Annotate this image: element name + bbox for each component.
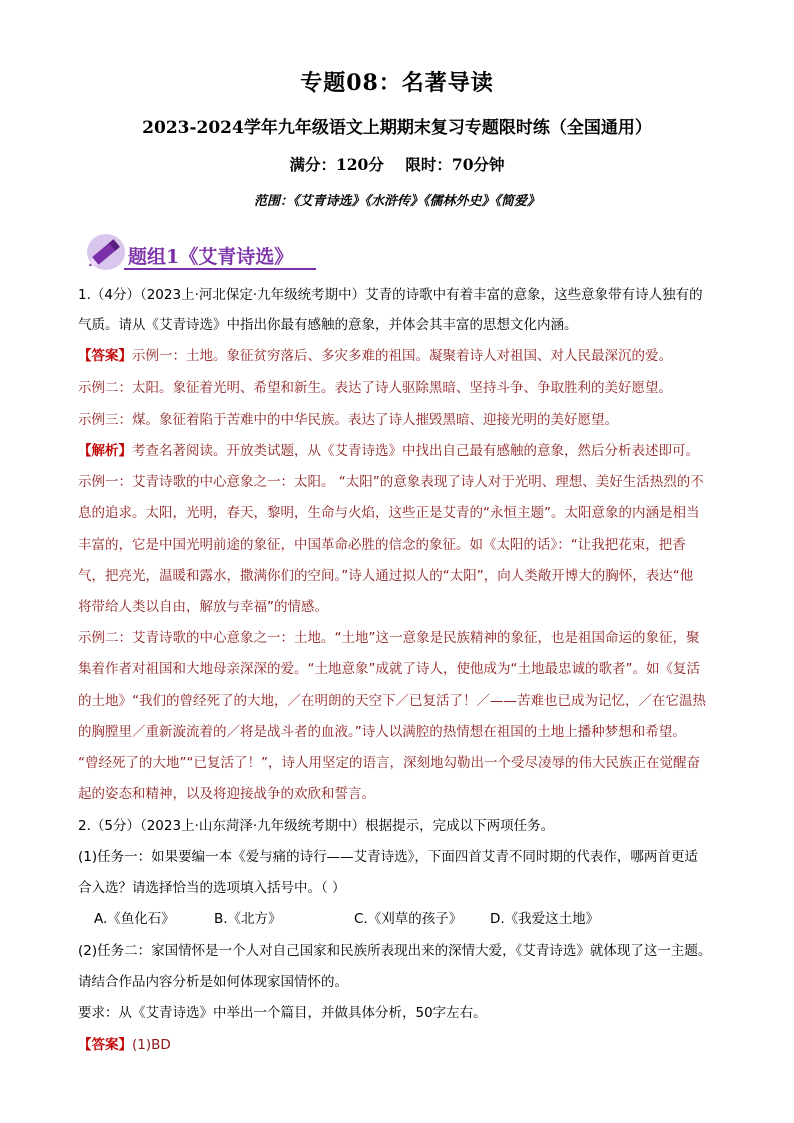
q1-analysis-line-2: 示例一：艾青诗歌的中心意象之一：太阳。 “太阳”的意象表现了诗人对于光明、理想、美好生活热烈的不 — [78, 474, 704, 490]
q1-analysis-text-1: 考查名著阅读。开放类试题，从《艾青诗选》中找出自己最有感触的意象，然后分析表述即可。 — [132, 443, 699, 459]
group-title: 题组1《艾青诗选》 — [128, 246, 294, 268]
q1-analysis-line-11: “曾经死了的大地”“已复活了！”，诗人用坚定的语言，深刻地勾勒出一个受尽凌辱的伟大民族正在觉醒奋 — [78, 755, 700, 771]
q1-analysis-line-4: 丰富的，它是中国光明前途的象征，中国革命必胜的信念的象征。如《太阳的话》：“让我把花束，把香 — [78, 537, 686, 553]
q1-answer-line-3: 示例三：煤。象征着陷于苦难中的中华民族。表达了诗人摧毁黑暗、迎接光明的美好愿望。 — [78, 412, 618, 428]
q1-stem-line-1: 1.（4分）（2023上·河北保定·九年级统考期中）艾青的诗歌中有着丰富的意象，这些意象带有诗人独有的 — [78, 287, 703, 303]
q1-answer-text-1: 示例一：土地。象征贫穷落后、多灾多难的祖国。凝聚着诗人对祖国、对人民最深沉的爱。 — [132, 348, 672, 364]
q1-analysis-line-6: 将带给人类以自由，解放与幸福”的情感。 — [78, 599, 328, 615]
q2-option-d: D.《我爱这土地》 — [490, 911, 600, 927]
q1-analysis-line-7: 示例二：艾青诗歌的中心意象之一：土地。“土地”这一意象是民族精神的象征，也是祖国命运的象征，聚 — [78, 630, 700, 646]
group-title-underline — [124, 268, 316, 270]
page-subtitle: 2023-2024学年九年级语文上期期末复习专题限时练（全国通用） — [142, 118, 652, 138]
q1-stem-line-2: 气质。请从《艾青诗选》中指出你最有感触的意象，并体会其丰富的思想文化内涵。 — [78, 317, 578, 333]
q1-answer-line-2: 示例二：太阳。象征着光明、希望和新生。表达了诗人驱除黑暗、坚持斗争、争取胜利的美好愿望。 — [78, 380, 672, 396]
page-title: 专题08：名著导读 — [300, 70, 494, 96]
q2-answer-text: (1)BD — [132, 1037, 171, 1053]
q2-task2-line-2: 请结合作品内容分析是如何体现家国情怀的。 — [78, 974, 348, 990]
q2-answer-line — [78, 1035, 171, 1055]
q2-task2-line-1: (2)任务二：家国情怀是一个人对自己国家和民族所表现出来的深情大爱，《艾青诗选》就体现了这一主题。 — [78, 943, 712, 959]
q1-analysis-line-5: 气，把亮光，温暖和露水，撒满你们的空间。”诗人通过拟人的“太阳”，向人类敞开博大的胸怀，表达“他 — [78, 568, 694, 584]
q2-option-c: C.《刈草的孩子》 — [354, 911, 463, 927]
q1-answer-line-1 — [78, 346, 672, 366]
answer-tag: 【答案】 — [78, 348, 132, 364]
q2-option-a: A.《鱼化石》 — [94, 911, 175, 927]
q2-stem: 2.（5分）（2023上·山东菏泽·九年级统考期中）根据提示，完成以下两项任务。 — [78, 818, 555, 834]
q1-analysis-line-10: 的胸膛里／重新漩流着的／将是战斗者的血液。”诗人以满腔的热情想在祖国的土地上播种梦想和希望。 — [78, 724, 686, 740]
question-group-header — [86, 228, 326, 274]
q1-analysis-line-12: 起的姿态和精神，以及将迎接战争的欢欣和誓言。 — [78, 786, 375, 802]
q2-requirement: 要求：从《艾青诗选》中举出一个篇目，并做具体分析，50字左右。 — [78, 1005, 487, 1021]
q1-analysis-line-8: 集着作者对祖国和大地母亲深深的爱。“土地意象”成就了诗人，使他成为“土地最忠诚的歌者”。如《复活 — [78, 661, 700, 677]
q2-task1-line-2: 合入选？请选择恰当的选项填入括号中。（ ） — [78, 880, 346, 896]
q1-analysis-line-9: 的土地》“我们的曾经死了的大地，／在明朗的天空下／已复活了！／——苦难也已成为记忆，／在它温热 — [78, 693, 706, 709]
q2-answer-tag: 【答案】 — [78, 1037, 132, 1053]
q1-analysis-line-1 — [78, 441, 699, 461]
score-line: 满分：120分 限时：70分钟 — [289, 155, 505, 174]
q1-analysis-line-3: 息的追求。太阳，光明，春天，黎明，生命与火焰，这些正是艾青的“永恒主题”。太阳意象的内涵是相当 — [78, 505, 700, 521]
q2-option-b: B.《北方》 — [214, 911, 282, 927]
q2-task1-line-1: (1)任务一：如果要编一本《爱与痛的诗行——艾青诗选》，下面四首艾青不同时期的代表作，哪两首更适 — [78, 849, 698, 865]
analysis-tag: 【解析】 — [78, 443, 132, 459]
scope-line: 范围：《艾青诗选》《水浒传》《儒林外史》《简爱》 — [253, 194, 540, 209]
